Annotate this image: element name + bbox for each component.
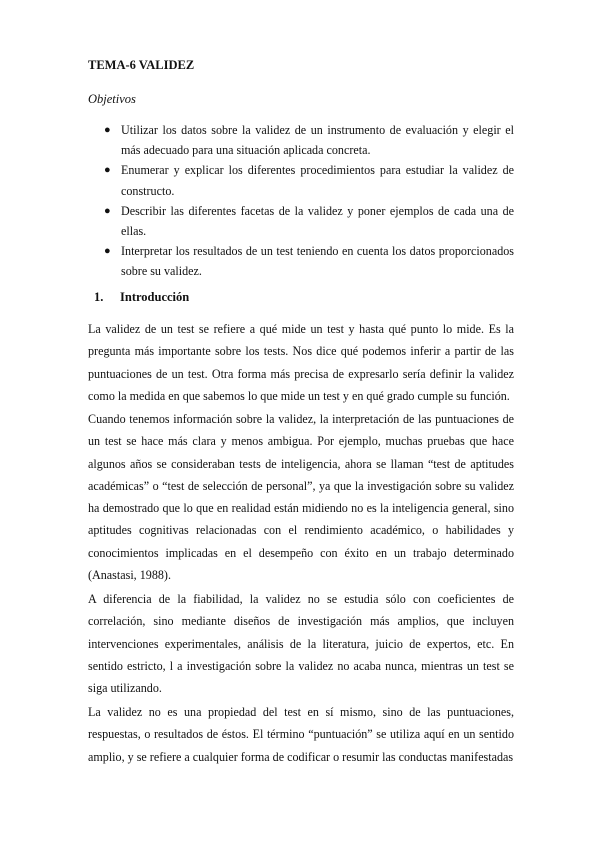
bullet-icon: ● [104, 204, 111, 217]
objective-text: Utilizar los datos sobre la validez de un instrumento de evaluación y elegir el más adecuado para una situación aplicada concreta. [121, 123, 514, 158]
body-paragraph: La validez no es una propiedad del test en sí mismo, sino de las puntuaciones, respuestas, o resultados de éstos. El término “puntuación” se utiliza aquí en un sentido amplio, y se refiere a cualquier forma de codificar o resumir las conductas manifestadas [88, 705, 514, 764]
body-paragraph: La validez de un test se refiere a qué mide un test y hasta qué punto lo mide. Es la pregunta más importante sobre los tests. Nos dice qué podemos inferir a partir de las puntuaciones de un test. Otra forma más precisa de expresarlo sería definir la validez como la medida en que sabemos lo que mide un test y en qué grado cumple su función. [88, 322, 514, 403]
body-paragraph: A diferencia de la fiabilidad, la validez no se estudia sólo con coeficientes de correlación, sino mediante diseños de investigación más amplios, que incluyen intervenciones experimentales, análisis de la literatura, juicio de expertos, etc. En sentido estricto, l a investigación sobre la validez no acaba nunca, mientras un test se siga utilizando. [88, 592, 514, 696]
list-item [88, 201, 514, 241]
body-paragraph: Cuando tenemos información sobre la validez, la interpretación de las puntuaciones de un test se hace más clara y menos ambigua. Por ejemplo, muchas pruebas que hace algunos años se consideraban tests de inteligencia, ahora se llaman “test de aptitudes académicas” o “test de selección de personal”, ya que la investigación sobre su validez ha demostrado que lo que en realidad están midiendo no es la inteligencia general, sino aptitudes cognitivas relacionadas con el rendimiento académico, o habilidades y conocimientos implicadas en el desempeño con éxito en un trabajo determinado (Anastasi, 1988). [88, 412, 514, 583]
bullet-icon: ● [104, 164, 111, 177]
section-number: 1. [94, 290, 104, 304]
list-item [88, 241, 514, 281]
section-heading [94, 290, 189, 305]
document-title: TEMA-6 VALIDEZ [88, 58, 195, 72]
objective-text: Interpretar los resultados de un test teniendo en cuenta los datos proporcionados sobre su validez. [121, 244, 514, 279]
objectives-label: Objetivos [88, 92, 136, 106]
bullet-icon: ● [104, 245, 111, 258]
objective-text: Enumerar y explicar los diferentes procedimientos para estudiar la validez de constructo. [121, 163, 514, 198]
list-item [88, 120, 514, 160]
objective-text: Describir las diferentes facetas de la validez y poner ejemplos de cada una de ellas. [121, 203, 514, 239]
bullet-icon: ● [104, 124, 111, 136]
list-item [88, 160, 514, 200]
objectives-list [88, 120, 514, 282]
section-title: Introducción [120, 290, 190, 304]
